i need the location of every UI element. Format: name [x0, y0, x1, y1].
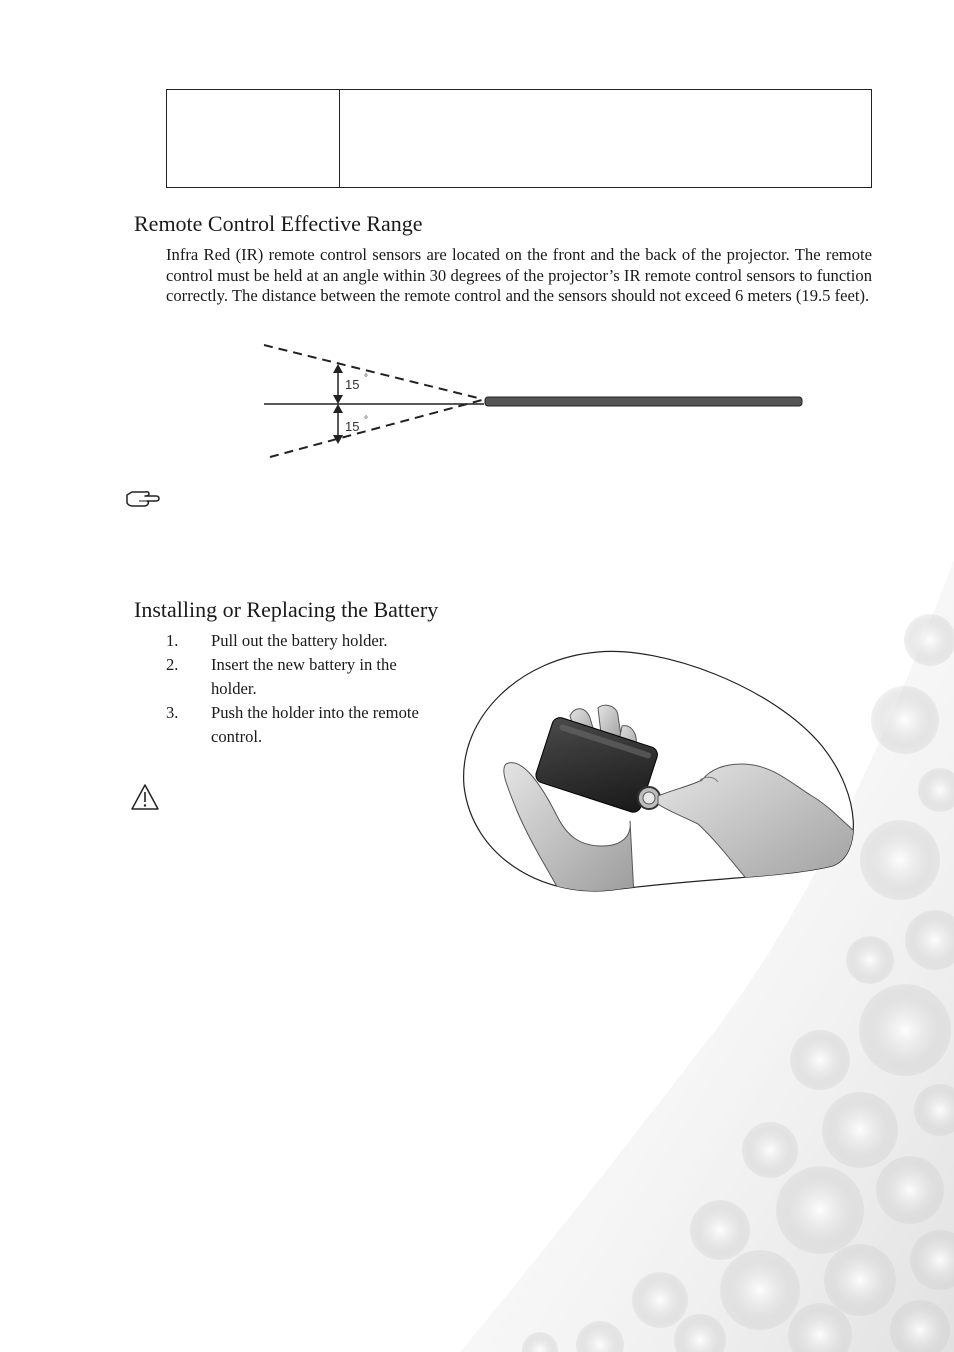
upper-angle-label: 15: [345, 377, 360, 392]
remote-range-paragraph: Infra Red (IR) remote control sensors are located on the front and the back of the projector. The remote control must be held at an angle within 30 degrees of the projector’s IR remote control sensors to function correctly. The distance between the remote control and the sensors should not exceed 6 meters (19.5 feet).: [166, 245, 872, 305]
step-text: Pull out the battery holder.: [211, 631, 388, 650]
lower-degree-mark: °: [364, 415, 368, 426]
upper-arrowhead-bottom: [333, 395, 343, 404]
table-fragment: [166, 89, 872, 188]
list-item: [166, 629, 446, 653]
step-text: Insert the new battery in the holder.: [211, 655, 397, 698]
pointing-hand-icon: [125, 486, 161, 510]
upper-degree-mark: °: [364, 373, 368, 384]
step-text: Push the holder into the remote control.: [211, 703, 419, 746]
lower-arrowhead-top: [333, 404, 343, 413]
projector-sensor-bar: [485, 397, 802, 406]
list-item: [166, 653, 446, 701]
battery-steps-list: [166, 629, 446, 749]
battery-replacement-photo: [462, 646, 860, 894]
remote-range-diagram: [258, 340, 808, 462]
step-number: 1.: [166, 631, 179, 650]
table-column-divider: [339, 90, 340, 187]
step-number: 3.: [166, 703, 179, 722]
lower-range-line: [270, 400, 482, 457]
upper-arrowhead-top: [333, 364, 343, 373]
warning-triangle-icon: [130, 783, 160, 811]
section-heading-remote-range: Remote Control Effective Range: [134, 211, 423, 236]
lower-angle-label: 15: [345, 419, 360, 434]
section-heading-battery: Installing or Replacing the Battery: [134, 597, 439, 622]
upper-range-line: [264, 345, 482, 399]
list-item: [166, 701, 446, 749]
step-number: 2.: [166, 655, 179, 674]
